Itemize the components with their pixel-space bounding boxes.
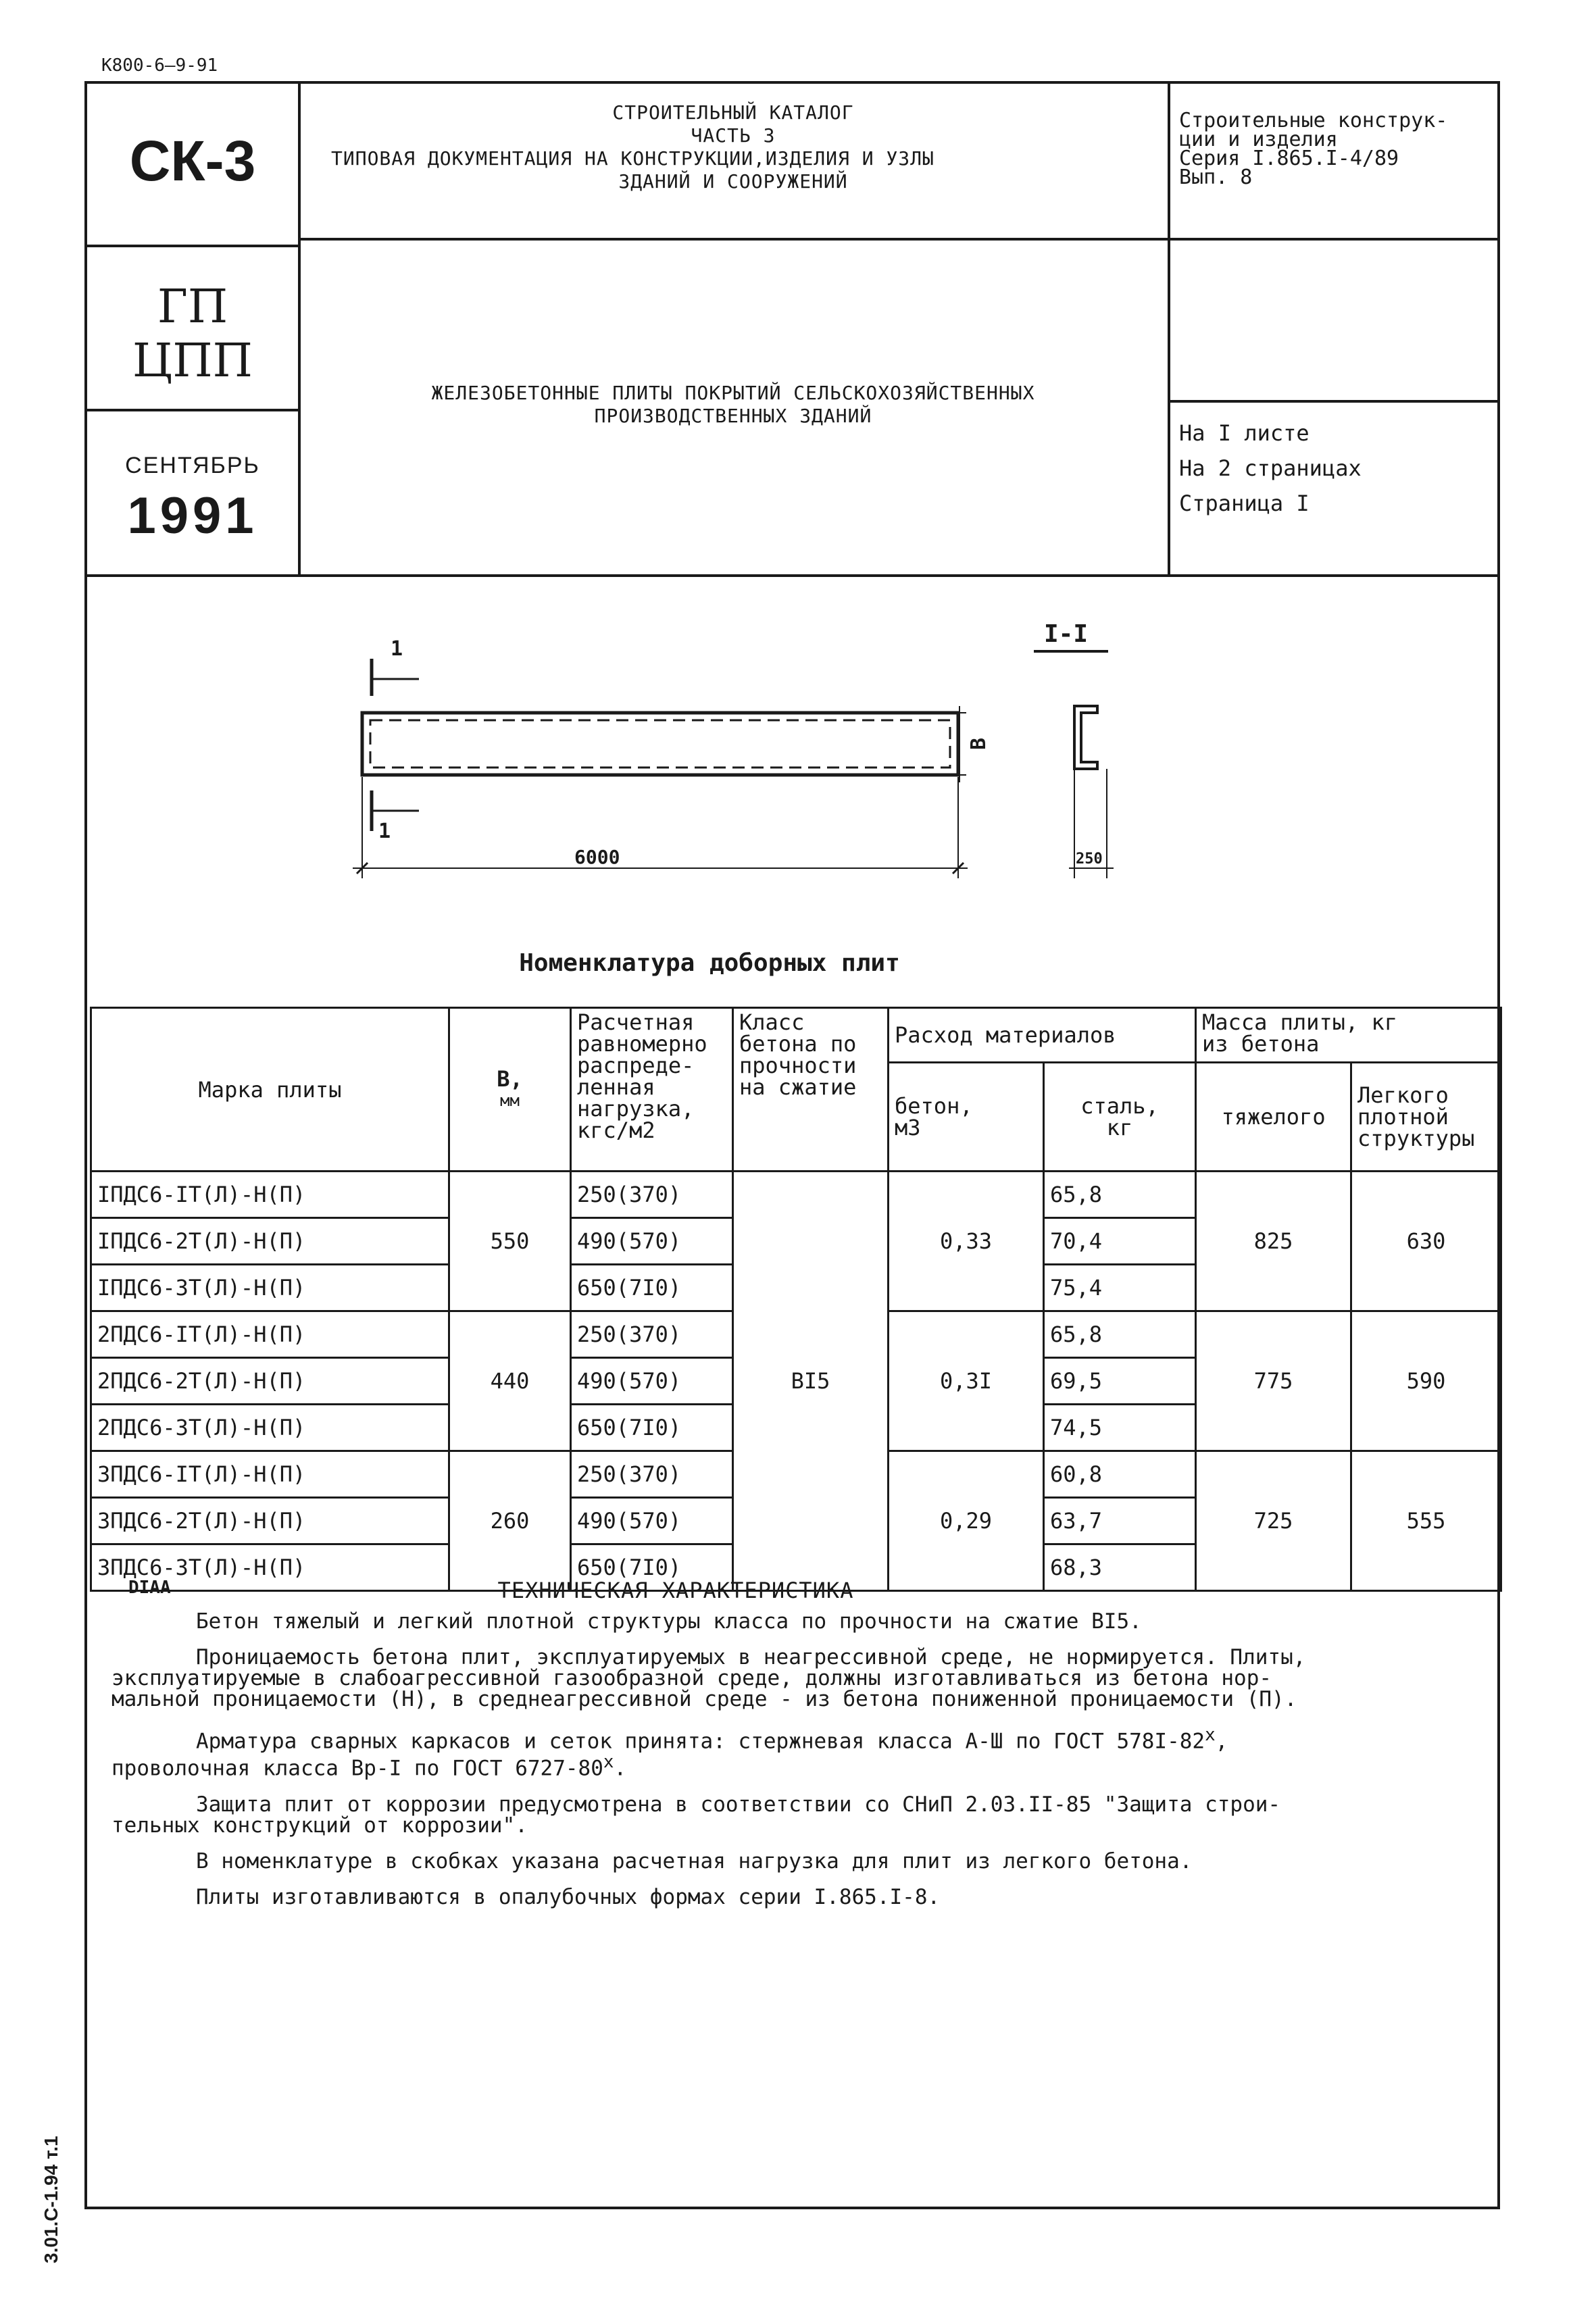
class-line-1: Строительные конструк- <box>1179 109 1448 132</box>
header-light <box>1351 1063 1501 1172</box>
stamp-line-1 <box>84 245 299 247</box>
cell-b: 260 <box>449 1451 571 1591</box>
notes-code: DIAA <box>128 1578 171 1598</box>
cell-light: 630 <box>1351 1172 1501 1311</box>
note-3b-text: проволочная класса Вр-I по ГОСТ 6727-80 <box>111 1756 603 1781</box>
class-line-2: ции и изделия <box>1179 128 1338 151</box>
header-class-3: прочности <box>739 1053 857 1078</box>
header-mass-2: из бетона <box>1202 1031 1320 1057</box>
notes-heading: ТЕХНИЧЕСКАЯ ХАРАКТЕРИСТИКА <box>497 1578 854 1603</box>
header-middle-line <box>298 238 1500 241</box>
table-row-mark: 2ПДС6-2Т(Л)-Н(П) <box>91 1358 449 1405</box>
header-b-label: B, <box>497 1065 523 1092</box>
table-title: Номенклатура доборных плит <box>519 949 900 977</box>
cell-concrete: 0,29 <box>889 1451 1044 1591</box>
cell-steel: 60,8 <box>1044 1451 1196 1498</box>
cut-mark-bottom: 1 <box>378 820 391 843</box>
header-load-4: ленная <box>577 1074 655 1100</box>
note-3b-end: . <box>614 1756 627 1781</box>
classification <box>1179 111 1447 187</box>
sheet-count: На I листе <box>1179 420 1310 446</box>
cell-concrete: 0,33 <box>889 1172 1044 1311</box>
header-mass-1: Масса плиты, кг <box>1202 1009 1397 1035</box>
catalog-line-4: ЗДАНИЙ И СООРУЖЕНИЙ <box>618 170 848 193</box>
side-code: 3.01.С-1.94 т.1 <box>41 2136 61 2263</box>
header-class-2: бетона по <box>739 1031 857 1057</box>
notes-body <box>111 1611 1490 1908</box>
note-2c: мальной проницаемости (Н), в среднеагрессивной среде - из бетона пониженной проницаемости (П). <box>111 1687 1297 1711</box>
catalog-header <box>301 101 1166 193</box>
header-class <box>733 1008 889 1172</box>
section-label: I-I <box>1044 620 1089 648</box>
org-line-2: ЦПП <box>132 334 253 388</box>
cell-light: 590 <box>1351 1311 1501 1451</box>
right-divider <box>1168 81 1170 576</box>
cell-steel: 68,3 <box>1044 1544 1196 1591</box>
header-class-1: Класс <box>739 1009 805 1035</box>
header-light-3: структуры <box>1357 1126 1475 1151</box>
cell-load: 250(370) <box>571 1311 733 1358</box>
document-title <box>311 382 1155 428</box>
header-mass <box>1196 1008 1501 1063</box>
document-code: К800-6—9-91 <box>101 55 218 76</box>
header-light-1: Легкого <box>1357 1082 1449 1108</box>
nomenclature-table <box>90 1007 1502 1592</box>
cell-concrete: 0,3I <box>889 1311 1044 1451</box>
section-dimension: 250 <box>1076 851 1103 867</box>
header-load-2: равномерно <box>577 1031 707 1057</box>
note-3b-superscript: х <box>603 1752 614 1773</box>
note-3b <box>111 1752 1490 1779</box>
header-load-1: Расчетная <box>577 1009 695 1035</box>
class-line-4: Вып. 8 <box>1179 166 1253 189</box>
title-line-1: ЖЕЛЕЗОБЕТОННЫЕ ПЛИТЫ ПОКРЫТИЙ СЕЛЬСКОХОЗЯЙСТВЕННЫХ <box>431 382 1035 404</box>
header-b-unit: мм <box>500 1090 520 1110</box>
note-6: Плиты изготавливаются в опалубочных формах серии I.865.I-8. <box>196 1884 941 1909</box>
note-5: В номенклатуре в скобках указана расчетная нагрузка для плит из легкого бетона. <box>196 1848 1193 1873</box>
header-load <box>571 1008 733 1172</box>
slab-inner-contour <box>370 720 950 768</box>
header-concrete-2: м3 <box>895 1115 921 1140</box>
cell-heavy: 825 <box>1196 1172 1351 1311</box>
cell-load: 650(7I0) <box>571 1405 733 1451</box>
cell-steel: 65,8 <box>1044 1311 1196 1358</box>
note-2a: Проницаемость бетона плит, эксплуатируемых в неагрессивной среде, не нормируется. Плиты, <box>196 1645 1306 1669</box>
cell-load: 490(570) <box>571 1498 733 1544</box>
cell-load: 650(7I0) <box>571 1265 733 1311</box>
cell-steel: 75,4 <box>1044 1265 1196 1311</box>
table-row-mark: IПДС6-3Т(Л)-Н(П) <box>91 1265 449 1311</box>
header-concrete-1: бетон, <box>895 1093 973 1119</box>
header-load-3: распреде- <box>577 1053 695 1078</box>
cell-load: 250(370) <box>571 1451 733 1498</box>
header-light-2: плотной <box>1357 1104 1449 1130</box>
page-number: Страница I <box>1179 491 1310 516</box>
sheet-info <box>1179 416 1362 521</box>
note-4a: Защита плит от коррозии предусмотрена в соответствии со СНиП 2.03.II-85 "Защита строи- <box>196 1792 1281 1817</box>
table-row-mark: IПДС6-2Т(Л)-Н(П) <box>91 1218 449 1265</box>
note-1: Бетон тяжелый и легкий плотной структуры класса по прочности на сжатие BI5. <box>196 1609 1142 1634</box>
table-row-mark: 3ПДС6-3Т(Л)-Н(П) <box>91 1544 449 1591</box>
stamp-line-2 <box>84 409 299 411</box>
section-shape <box>1074 706 1097 769</box>
cell-steel: 74,5 <box>1044 1405 1196 1451</box>
note-3a-text: Арматура сварных каркасов и сеток принята: стержневая класса А-Ш по ГОСТ 578I-82 <box>196 1729 1205 1754</box>
header-steel-2: кг <box>1106 1115 1133 1140</box>
slab-outline <box>362 713 958 775</box>
org-line-1: ГП <box>157 280 228 334</box>
cell-b: 550 <box>449 1172 571 1311</box>
table-row-mark: 2ПДС6-3Т(Л)-Н(П) <box>91 1405 449 1451</box>
cell-steel: 65,8 <box>1044 1172 1196 1218</box>
cut-mark-top: 1 <box>391 637 403 661</box>
table-row-mark: 3ПДС6-2Т(Л)-Н(П) <box>91 1498 449 1544</box>
table-row-mark: 2ПДС6-IТ(Л)-Н(П) <box>91 1311 449 1358</box>
page-count: На 2 страницах <box>1179 455 1362 481</box>
header-steel-1: сталь, <box>1080 1093 1159 1119</box>
cell-steel: 70,4 <box>1044 1218 1196 1265</box>
cell-light: 555 <box>1351 1451 1501 1591</box>
header-steel <box>1044 1063 1196 1172</box>
class-line-3: Серия I.865.I-4/89 <box>1179 147 1399 170</box>
release-month: СЕНТЯБРЬ <box>125 453 260 478</box>
note-3a <box>111 1725 1490 1752</box>
catalog-line-3: ТИПОВАЯ ДОКУМЕНТАЦИЯ НА КОНСТРУКЦИИ,ИЗДЕЛИЯ И УЗЛЫ <box>331 147 934 170</box>
header-load-5: нагрузка, <box>577 1096 695 1122</box>
catalog-line-1: СТРОИТЕЛЬНЫЙ КАТАЛОГ <box>612 101 854 124</box>
length-dimension: 6000 <box>574 846 620 868</box>
cell-steel: 63,7 <box>1044 1498 1196 1544</box>
width-dimension: B <box>967 737 991 750</box>
table-row-mark: 3ПДС6-IТ(Л)-Н(П) <box>91 1451 449 1498</box>
cell-heavy: 725 <box>1196 1451 1351 1591</box>
header-b <box>449 1008 571 1172</box>
series-code: СК-3 <box>129 129 256 193</box>
note-2b: эксплуатируемые в слабоагрессивной газообразной среде, должны изготавливаться из бетона нор- <box>111 1666 1272 1690</box>
note-3a-superscript: х <box>1205 1725 1216 1745</box>
cell-load: 250(370) <box>571 1172 733 1218</box>
title-line-2: ПРОИЗВОДСТВЕННЫХ ЗДАНИЙ <box>594 405 872 427</box>
note-4b: тельных конструкций от коррозии". <box>111 1813 528 1838</box>
header-load-6: кгс/м2 <box>577 1117 655 1143</box>
catalog-line-2: ЧАСТЬ 3 <box>691 124 776 147</box>
header-heavy: тяжелого <box>1196 1063 1351 1172</box>
header-class-4: на сжатие <box>739 1074 857 1100</box>
cell-steel: 69,5 <box>1044 1358 1196 1405</box>
header-concrete <box>889 1063 1044 1172</box>
slab-drawing <box>338 608 1189 905</box>
note-3a-end: , <box>1215 1729 1228 1754</box>
header-mark: Марка плиты <box>91 1008 449 1172</box>
header-materials: Расход материалов <box>889 1008 1196 1063</box>
cell-load: 650(7I0) <box>571 1544 733 1591</box>
cell-heavy: 775 <box>1196 1311 1351 1451</box>
cell-load: 490(570) <box>571 1218 733 1265</box>
organization <box>87 280 298 388</box>
cell-load: 490(570) <box>571 1358 733 1405</box>
table-row-mark: IПДС6-IТ(Л)-Н(П) <box>91 1172 449 1218</box>
cell-b: 440 <box>449 1311 571 1451</box>
right-line <box>1168 400 1500 403</box>
release-year: 1991 <box>127 487 258 545</box>
header-bottom-line <box>84 574 1500 577</box>
cell-concrete-class: BI5 <box>733 1172 889 1591</box>
